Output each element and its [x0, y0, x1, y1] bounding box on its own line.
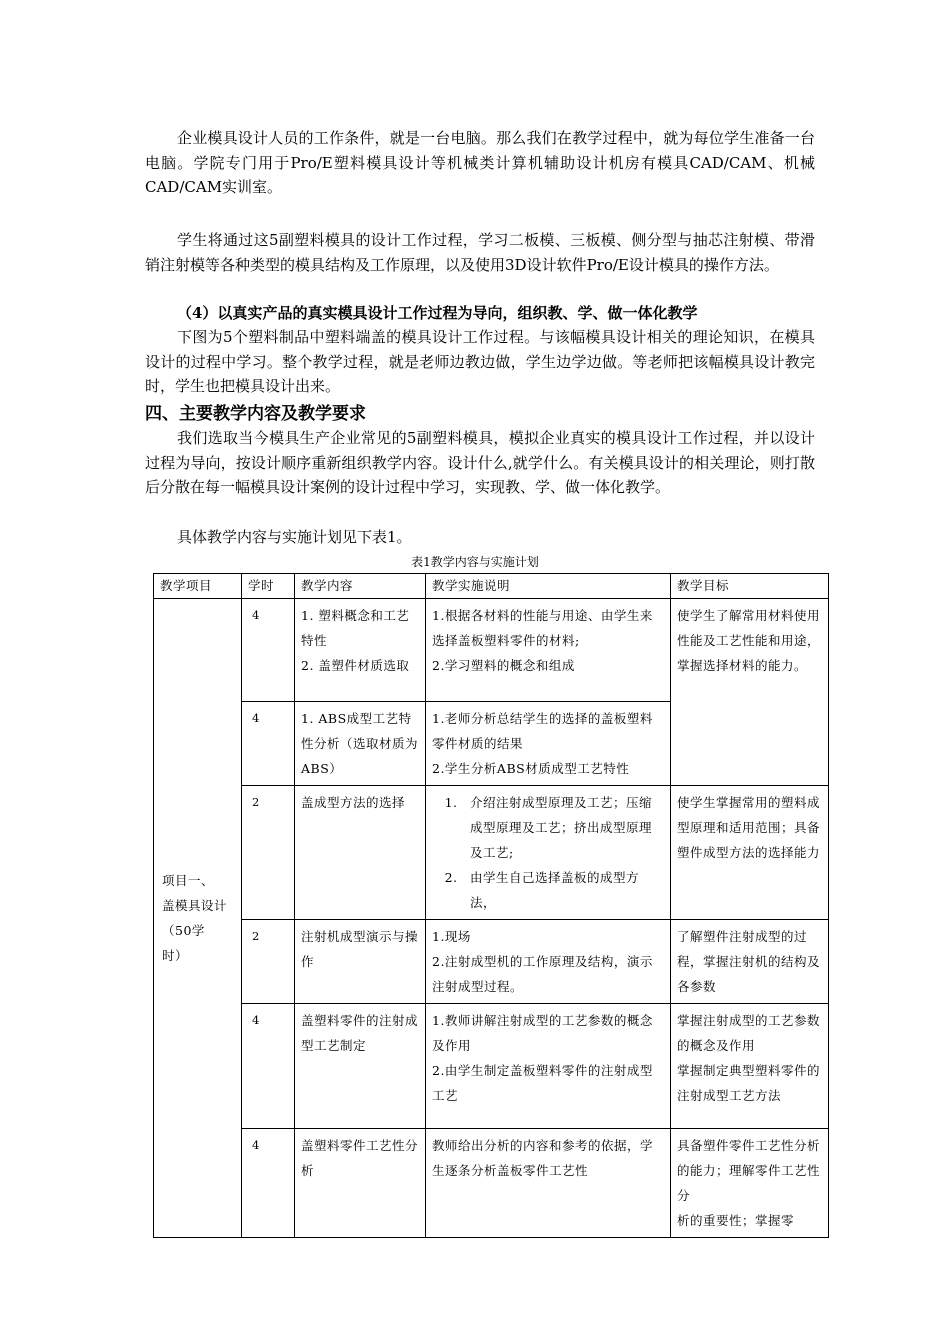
content-cell: 盖成型方法的选择: [295, 786, 426, 920]
notes-cell: 1.现场 2.注射成型机的工作原理及结构，演示注射成型过程。: [426, 920, 671, 1004]
goal-cell: 使学生了解常用材料使用性能及工艺性能和用途，掌握选择材料的能力。: [671, 599, 829, 786]
subheading-teaching-approach: （4）以真实产品的真实模具设计工作过程为导向，组织教、学、做一体化教学: [177, 304, 698, 322]
paragraph-work-conditions: 企业模具设计人员的工作条件，就是一台电脑。那么我们在教学过程中，就为每位学生准备一台电脑。学院专门用于Pro/E塑料模具设计等机械类计算机辅助设计机房有模具CAD/CAM、机械CAD/CAM实训室。: [145, 129, 815, 196]
header-notes: 教学实施说明: [426, 574, 671, 599]
project-cell: 项目一、 盖模具设计 （50学 时）: [154, 599, 242, 1238]
goal-cell: 使学生掌握常用的塑料成型原理和适用范围；具备塑件成型方法的选择能力: [671, 786, 829, 920]
content-cell: 盖塑料零件的注射成型工艺制定: [295, 1004, 426, 1129]
hours-cell: 4: [242, 702, 295, 786]
table-row: [154, 1004, 829, 1129]
table-row: [154, 786, 829, 920]
goal-cell: 了解塑件注射成型的过程，掌握注射机的结构及各参数: [671, 920, 829, 1004]
notes-cell: 1.根据各材料的性能与用途、由学生来选择盖板塑料零件的材料; 2.学习塑料的概念和组成: [426, 599, 671, 702]
table-header-row: [154, 574, 829, 599]
table-row: [154, 920, 829, 1004]
section-heading: 四、主要教学内容及教学要求: [145, 404, 366, 424]
paragraph-content-selection: 我们选取当今模具生产企业常见的5副塑料模具，模拟企业真实的模具设计工作过程，并以设计过程为导向，按设计顺序重新组织教学内容。设计什么,就学什么。有关模具设计的相关理论，则打散后分散在每一幅模具设计案例的设计过程中学习，实现教、学、做一体化教学。: [145, 429, 815, 496]
paragraph-table-reference: 具体教学内容与实施计划见下表1。: [177, 528, 412, 546]
paragraph-learning-process: 学生将通过这5副塑料模具的设计工作过程，学习二板模、三板模、侧分型与抽芯注射模、带滑销注射模等各种类型的模具结构及工作原理，以及使用3D设计软件Pro/E设计模具的操作方法。: [145, 231, 815, 274]
header-hours: 学时: [242, 574, 295, 599]
notes-cell: 1.老师分析总结学生的选择的盖板塑料零件材质的结果 2.学生分析ABS材质成型工艺特性: [426, 702, 671, 786]
hours-cell: 4: [242, 1004, 295, 1129]
goal-cell: 具备塑件零件工艺性分析的能力；理解零件工艺性分 析的重要性；掌握零: [671, 1129, 829, 1238]
content-cell: 盖塑料零件工艺性分析: [295, 1129, 426, 1238]
hours-cell: 4: [242, 1129, 295, 1238]
header-content: 教学内容: [295, 574, 426, 599]
hours-cell: 2: [242, 920, 295, 1004]
table-caption: 表1教学内容与实施计划: [411, 555, 539, 569]
table-row: [154, 1129, 829, 1238]
paragraph-design-process: 下图为5个塑料制品中塑料端盖的模具设计工作过程。与该幅模具设计相关的理论知识，在模具设计的过程中学习。整个教学过程，就是老师边教边做，学生边学边做。等老师把该幅模具设计教完时，学生也把模具设计出来。: [145, 328, 815, 395]
hours-cell: 2: [242, 786, 295, 920]
content-cell: 1. 塑料概念和工艺特性 2. 盖塑件材质选取: [295, 599, 426, 702]
header-project: 教学项目: [154, 574, 242, 599]
goal-cell: 掌握注射成型的工艺参数的概念及作用 掌握制定典型塑料零件的注射成型工艺方法: [671, 1004, 829, 1129]
teaching-plan-table: [153, 573, 829, 1238]
notes-list: 1. 介绍注射成型原理及工艺；压缩成型原理及工艺；挤出成型原理及工艺; 2. 由学生自己选择盖板的成型方法，: [432, 790, 664, 915]
notes-cell: 教师给出分析的内容和参考的依据，学生逐条分析盖板零件工艺性: [426, 1129, 671, 1238]
table-row: [154, 599, 829, 702]
header-goal: 教学目标: [671, 574, 829, 599]
hours-cell: 4: [242, 599, 295, 702]
content-cell: 注射机成型演示与操作: [295, 920, 426, 1004]
notes-cell: 1.教师讲解注射成型的工艺参数的概念及作用 2.由学生制定盖板塑料零件的注射成型工艺: [426, 1004, 671, 1129]
content-cell: 1. ABS成型工艺特性分析（选取材质为ABS）: [295, 702, 426, 786]
notes-cell: [426, 786, 671, 920]
